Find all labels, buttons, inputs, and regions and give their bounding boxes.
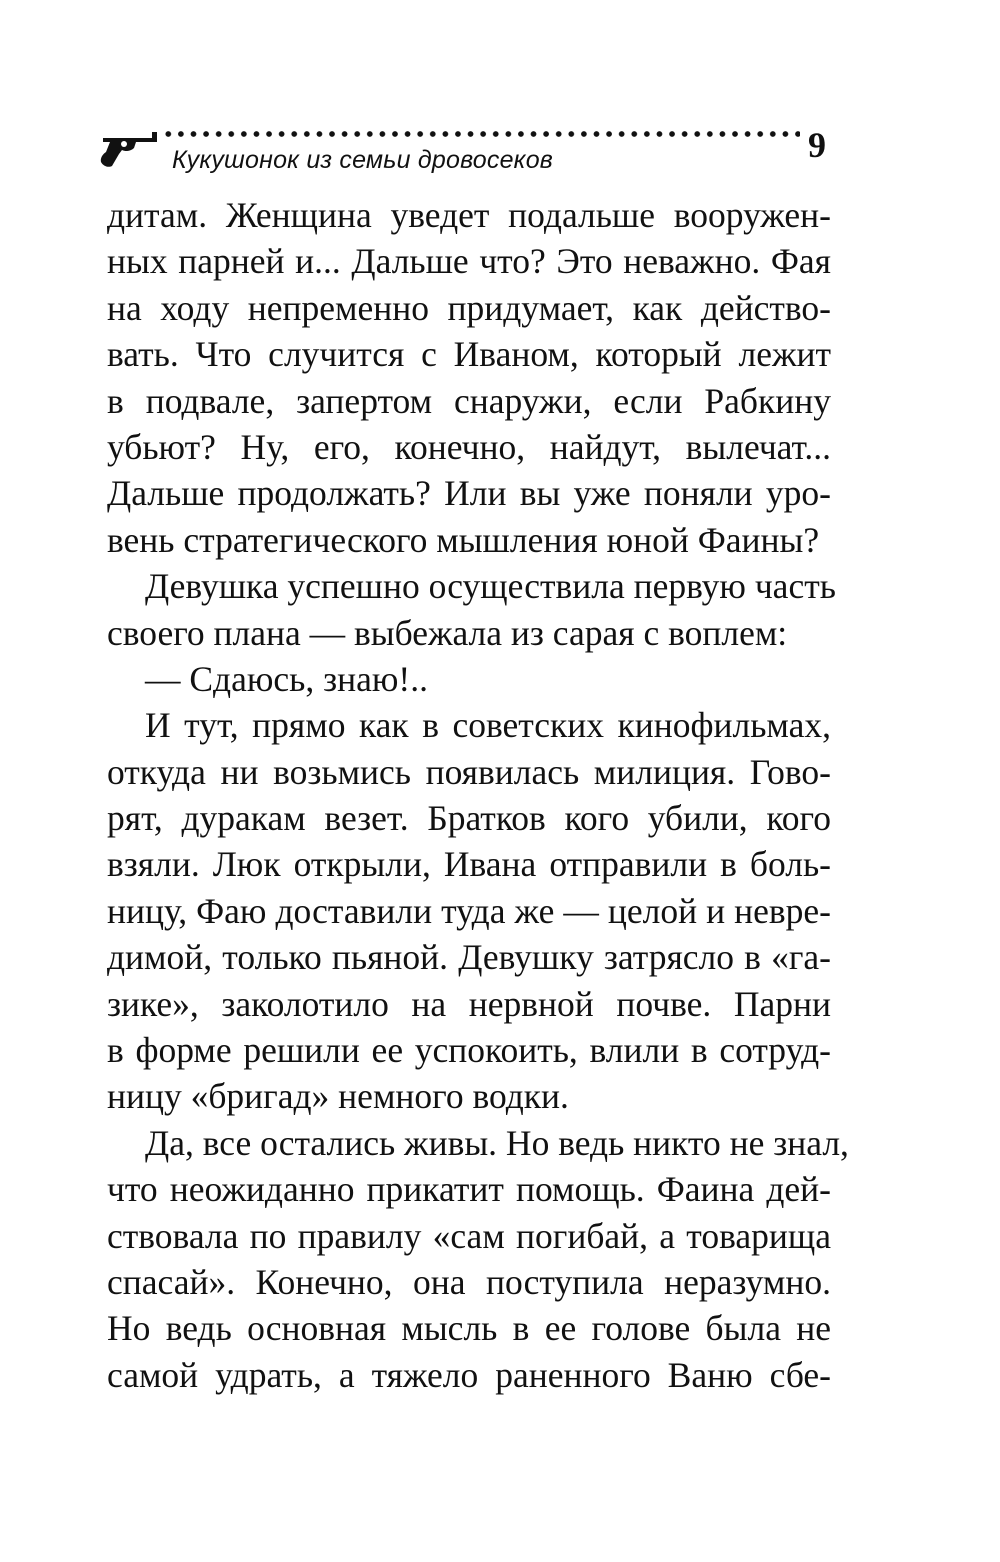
text-line: самой удрать, а тяжело раненного Ваню сбе- [107, 1354, 831, 1395]
text-line: в подвале, запертом снаружи, если Рабкину [107, 380, 831, 421]
running-header [100, 122, 840, 182]
text-line: вень стратегического мышления юной Фаины? [107, 519, 820, 560]
page-number: 9 [808, 125, 826, 165]
text-line: ствовала по правилу «сам погибай, а товарища [107, 1215, 831, 1256]
text-line: спасай». Конечно, она поступила неразумно. [107, 1261, 831, 1302]
text-line: что неожиданно прикатит помощь. Фаина дей- [107, 1169, 831, 1210]
text-line: вать. Что случится с Иваном, который лежит [107, 334, 831, 375]
text-line: ных парней и... Дальше что? Это неважно. Фая [107, 241, 831, 282]
text-line: дитам. Женщина уведет подальше вооружен- [107, 195, 831, 235]
text-line: ницу, Фаю доставили туда же — целой и невре- [107, 890, 831, 931]
text-line: Дальше продолжать? Или вы уже поняли уро- [107, 473, 831, 514]
text-line: димой, только пьяной. Девушку затрясло в «га- [107, 937, 831, 978]
text-line: своего плана — выбежала из сарая с воплем: [107, 612, 788, 653]
text-line: — Сдаюсь, знаю!.. [145, 658, 428, 699]
text-line: Но ведь основная мысль в ее голове была не [107, 1308, 831, 1349]
text-line: на ходу непременно придумает, как действо- [107, 287, 831, 328]
text-line: убьют? Ну, его, конечно, найдут, вылечат... [107, 426, 831, 467]
body-text [107, 192, 849, 1398]
running-title: Кукушонок из семьи дровосеков [172, 146, 554, 174]
dotted-rule [162, 122, 800, 146]
text-line: взяли. Люк открыли, Ивана отправили в боль- [107, 844, 831, 885]
text-line: И тут, прямо как в советских кинофильмах, [145, 705, 831, 746]
text-line: зике», заколотило на нервной почве. Парни [107, 983, 831, 1024]
text-line: ницу «бригад» немного водки. [107, 1076, 569, 1117]
text-line: откуда ни возьмись появилась милиция. Гово- [107, 751, 831, 792]
revolver-icon [100, 128, 158, 168]
text-line: Девушка успешно осуществила первую часть [145, 566, 836, 607]
text-line: Да, все остались живы. Но ведь никто не знал, [145, 1122, 849, 1163]
text-line: рят, дуракам везет. Братков кого убили, кого [107, 798, 831, 839]
text-line: в форме решили ее успокоить, влили в сотруд- [107, 1030, 831, 1071]
